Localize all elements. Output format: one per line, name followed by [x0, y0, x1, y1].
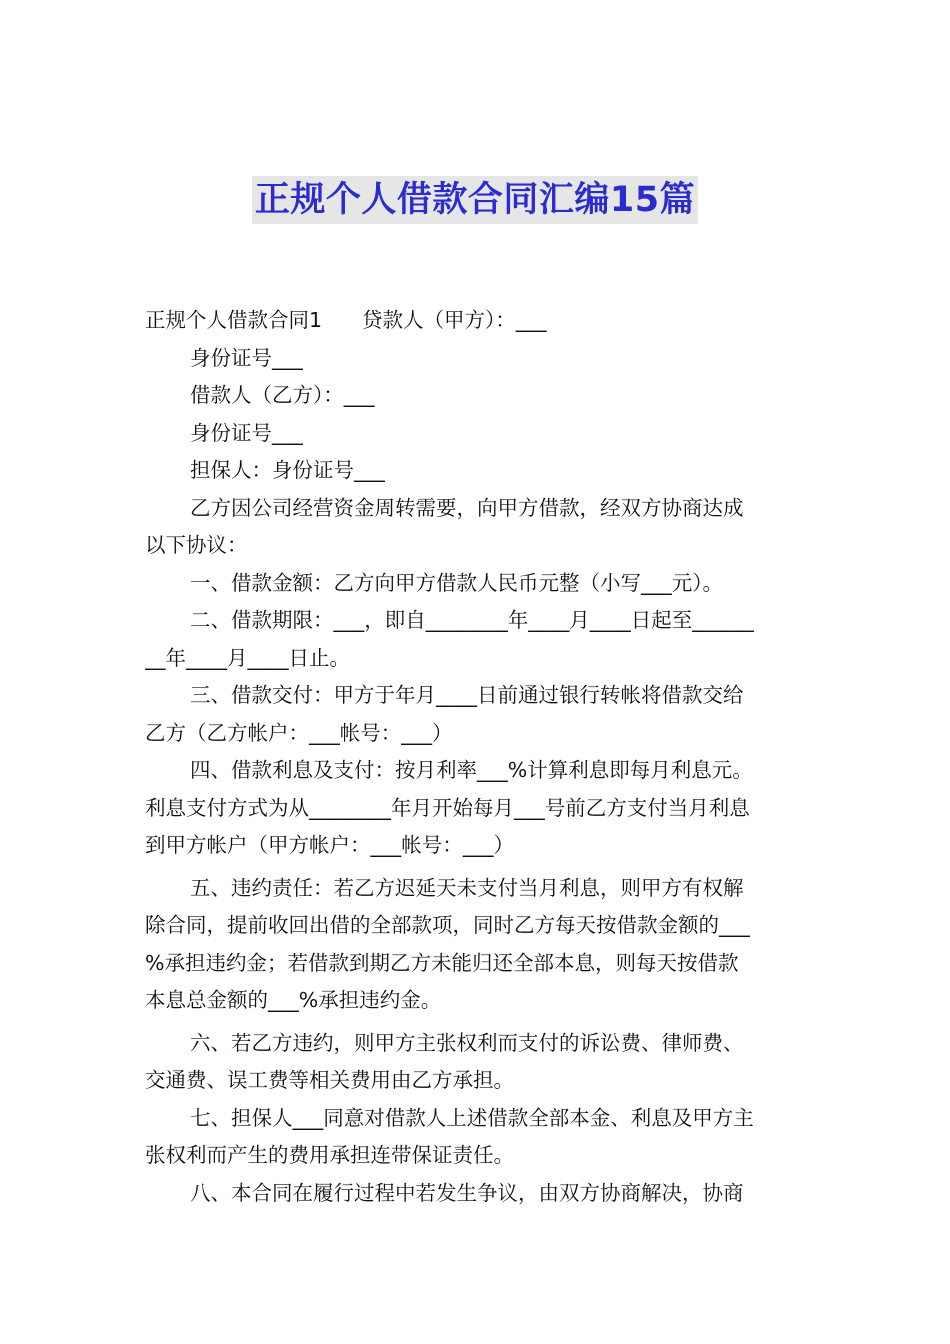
- text-line: 四、借款利息及支付：按月利率___%计算利息即每月利息元。: [190, 758, 753, 782]
- document-title-text: 正规个人借款合同汇编15篇: [252, 176, 698, 224]
- text-line: 交通费、误工费等相关费用由乙方承担。: [145, 1068, 514, 1092]
- document-title: [0, 176, 950, 224]
- text-line: 张权利而产生的费用承担连带保证责任。: [145, 1143, 514, 1167]
- text-line: 以下协议：: [145, 533, 248, 557]
- text-line: 五、违约责任：若乙方迟延天未支付当月利息，则甲方有权解: [190, 875, 744, 900]
- text-line: 一、借款金额：乙方向甲方借款人民币元整（小写___元）。: [190, 570, 723, 595]
- text-line: 到甲方帐户（甲方帐户：___帐号：___）: [145, 833, 514, 857]
- document-body: [145, 302, 808, 1212]
- text-line: 七、担保人___同意对借款人上述借款全部本金、利息及甲方主: [190, 1105, 754, 1130]
- text-line: 三、借款交付：甲方于年月____日前通过银行转帐将借款交给: [190, 683, 744, 707]
- text-line: 利息支付方式为从________年月开始每月___号前乙方支付当月利息: [145, 795, 750, 820]
- text-line: 本息总金额的___%承担违约金。: [145, 988, 442, 1012]
- text-line: 身份证号___: [190, 345, 303, 370]
- text-line: 八、本合同在履行过程中若发生争议，由双方协商解决，协商: [190, 1180, 744, 1205]
- text-line: 身份证号___: [190, 420, 303, 445]
- text-line: 六、若乙方违约，则甲方主张权利而支付的诉讼费、律师费、: [190, 1030, 744, 1055]
- text-line: 乙方（乙方帐户：___帐号：___）: [145, 720, 453, 745]
- text-line: %承担违约金；若借款到期乙方未能归还全部本息，则每天按借款: [145, 950, 739, 975]
- lender-label: 贷款人（甲方）：___: [362, 308, 547, 332]
- text-line: 二、借款期限：___，即自________年____月____日起至______: [190, 608, 754, 632]
- text-line: __年____月____日止。: [145, 645, 350, 670]
- text-line: 乙方因公司经营资金周转需要，向甲方借款，经双方协商达成: [190, 495, 744, 520]
- contract-number: 正规个人借款合同1: [145, 308, 323, 332]
- text-line: 借款人（乙方）：___: [190, 383, 375, 407]
- text-line: 除合同，提前收回出借的全部款项，同时乙方每天按借款金额的___: [145, 913, 750, 937]
- contract-heading-line: [145, 302, 808, 340]
- text-line: 担保人：身份证号___: [190, 458, 385, 482]
